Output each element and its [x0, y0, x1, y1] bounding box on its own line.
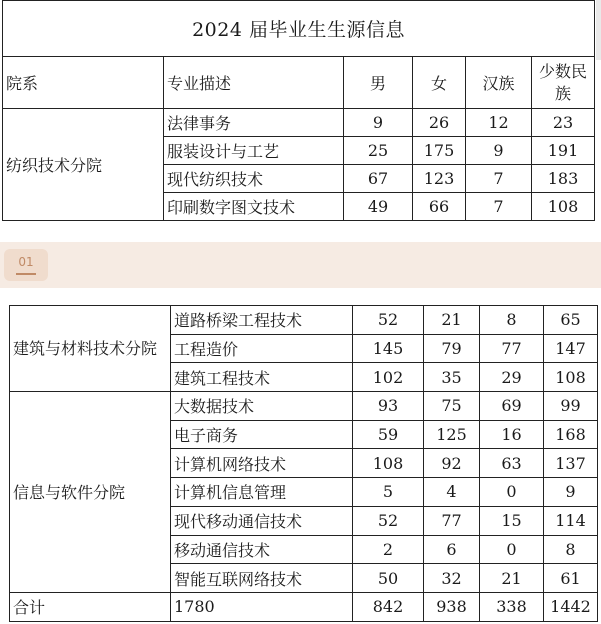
major-cell: 法律事务 — [164, 109, 344, 137]
total-minority: 1442 — [544, 592, 598, 621]
female-cell: 92 — [424, 449, 480, 478]
total-label: 合计 — [10, 592, 171, 621]
total-han: 338 — [480, 592, 544, 621]
han-cell: 16 — [480, 420, 544, 449]
han-cell: 12 — [466, 109, 532, 137]
minority-cell: 191 — [532, 137, 595, 165]
header-major: 专业描述 — [164, 57, 344, 109]
header-female: 女 — [413, 57, 466, 109]
minority-cell: 99 — [544, 392, 598, 421]
female-cell: 26 — [413, 109, 466, 137]
han-cell: 0 — [480, 535, 544, 564]
female-cell: 77 — [424, 506, 480, 535]
header-dept: 院系 — [3, 57, 164, 109]
minority-cell: 108 — [532, 193, 595, 221]
minority-cell: 114 — [544, 506, 598, 535]
header-male: 男 — [344, 57, 413, 109]
major-cell: 大数据技术 — [171, 392, 353, 421]
han-cell: 9 — [466, 137, 532, 165]
male-cell: 5 — [353, 478, 424, 507]
minority-cell: 147 — [544, 334, 598, 363]
male-cell: 93 — [353, 392, 424, 421]
male-cell: 49 — [344, 193, 413, 221]
section-badge-label: 01 — [18, 255, 34, 269]
han-cell: 29 — [480, 363, 544, 392]
minority-cell: 65 — [544, 306, 598, 335]
han-cell: 63 — [480, 449, 544, 478]
minority-cell: 23 — [532, 109, 595, 137]
male-cell: 102 — [353, 363, 424, 392]
enrollment-table-bottom — [9, 305, 598, 622]
minority-cell: 183 — [532, 165, 595, 193]
female-cell: 21 — [424, 306, 480, 335]
header-minority: 少数民族 — [532, 57, 595, 109]
han-cell: 77 — [480, 334, 544, 363]
minority-cell: 9 — [544, 478, 598, 507]
section-badge-underline — [16, 273, 36, 275]
major-cell: 工程造价 — [171, 334, 353, 363]
female-cell: 32 — [424, 564, 480, 593]
female-cell: 6 — [424, 535, 480, 564]
female-cell: 123 — [413, 165, 466, 193]
male-cell: 25 — [344, 137, 413, 165]
female-cell: 66 — [413, 193, 466, 221]
female-cell: 75 — [424, 392, 480, 421]
female-cell: 79 — [424, 334, 480, 363]
major-cell: 现代纺织技术 — [164, 165, 344, 193]
female-cell: 175 — [413, 137, 466, 165]
han-cell: 69 — [480, 392, 544, 421]
dept-cell: 建筑与材料技术分院 — [10, 306, 171, 392]
male-cell: 52 — [353, 506, 424, 535]
han-cell: 7 — [466, 165, 532, 193]
han-cell: 7 — [466, 193, 532, 221]
section-badge — [4, 249, 48, 281]
han-cell: 0 — [480, 478, 544, 507]
major-cell: 建筑工程技术 — [171, 363, 353, 392]
major-cell: 智能互联网络技术 — [171, 564, 353, 593]
female-cell: 4 — [424, 478, 480, 507]
page-title: 2024 届毕业生生源信息 — [3, 1, 595, 57]
table-row — [10, 392, 598, 421]
table-row — [3, 109, 595, 137]
male-cell: 59 — [353, 420, 424, 449]
table-row — [10, 306, 598, 335]
major-cell: 道路桥梁工程技术 — [171, 306, 353, 335]
header-han: 汉族 — [466, 57, 532, 109]
enrollment-table-top — [2, 0, 595, 221]
han-cell: 8 — [480, 306, 544, 335]
male-cell: 2 — [353, 535, 424, 564]
total-row — [10, 592, 598, 621]
major-cell: 现代移动通信技术 — [171, 506, 353, 535]
female-cell: 35 — [424, 363, 480, 392]
major-cell: 印刷数字图文技术 — [164, 193, 344, 221]
minority-cell: 8 — [544, 535, 598, 564]
total-female: 938 — [424, 592, 480, 621]
male-cell: 9 — [344, 109, 413, 137]
male-cell: 108 — [353, 449, 424, 478]
female-cell: 125 — [424, 420, 480, 449]
male-cell: 50 — [353, 564, 424, 593]
minority-cell: 108 — [544, 363, 598, 392]
han-cell: 15 — [480, 506, 544, 535]
major-cell: 电子商务 — [171, 420, 353, 449]
male-cell: 145 — [353, 334, 424, 363]
han-cell: 21 — [480, 564, 544, 593]
minority-cell: 61 — [544, 564, 598, 593]
major-cell: 计算机网络技术 — [171, 449, 353, 478]
major-cell: 服装设计与工艺 — [164, 137, 344, 165]
major-cell: 计算机信息管理 — [171, 478, 353, 507]
minority-cell: 137 — [544, 449, 598, 478]
section-divider-band — [0, 242, 601, 288]
total-male: 842 — [353, 592, 424, 621]
edge-shadow — [596, 0, 601, 60]
male-cell: 67 — [344, 165, 413, 193]
male-cell: 52 — [353, 306, 424, 335]
minority-cell: 168 — [544, 420, 598, 449]
dept-cell: 纺织技术分院 — [3, 109, 164, 221]
dept-cell: 信息与软件分院 — [10, 392, 171, 593]
total-all: 1780 — [171, 592, 353, 621]
major-cell: 移动通信技术 — [171, 535, 353, 564]
